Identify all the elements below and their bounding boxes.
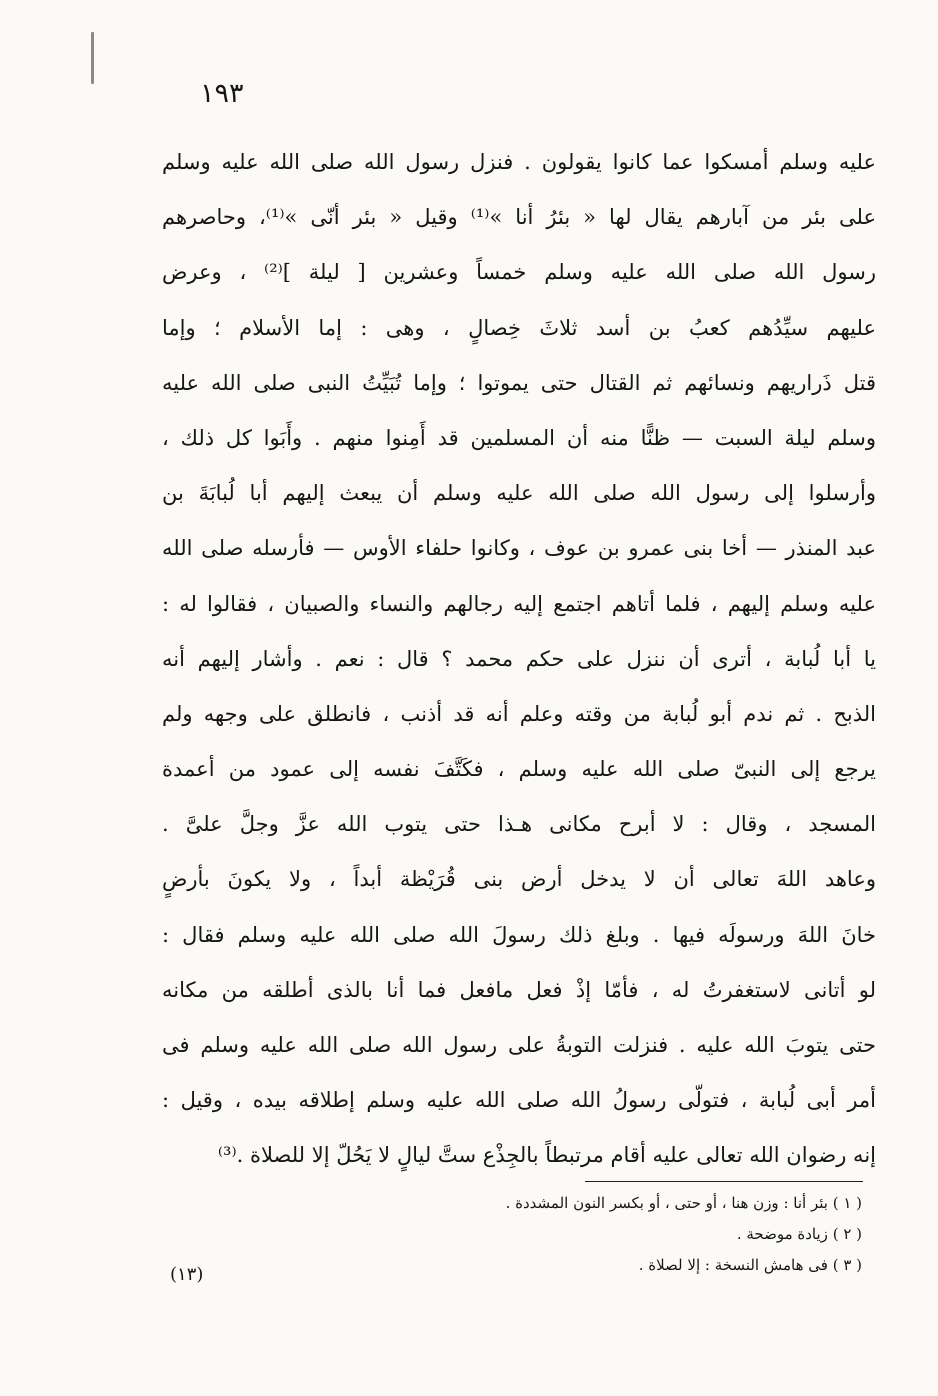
text-line: لو أتانى لاستغفرتُ له ، فأمّا إذْ فعل مافعل فما أنا بالذى أطلقه من مكانه	[162, 977, 876, 1002]
text-line: وسلم ليلة السبت — ظنًّا منه أن المسلمين قد أَمِنوا منهم . وأَبَوا كل ذلك ،	[162, 425, 876, 450]
text-line: الذبح . ثم ندم أبو لُبابة من وقته وعلم أنه قد أذنب ، فانطلق على وجهه ولم	[162, 701, 876, 726]
footnotes	[462, 1188, 862, 1281]
footnote: ( ٣ ) فى هامش النسخة : إلا لصلاة .	[638, 1256, 862, 1274]
footnote: ( ٢ ) زيادة موضحة .	[736, 1225, 862, 1243]
text-line: المسجد ، وقال : لا أبرح مكانى هـذا حتى يتوب الله عزَّ وجلَّ علىَّ .	[162, 812, 876, 837]
text-line: يا أبا لُبابة ، أترى أن ننزل على حكم محمد ؟ قال : نعم . وأشار إليهم أنه	[162, 646, 876, 671]
text-line: أمر أبى لُبابة ، فتولّى رسولُ الله صلى الله عليه وسلم إطلاقه بيده ، وقيل :	[162, 1088, 876, 1113]
text-line: عبد المنذر — أخا بنى عمرو بن عوف ، وكانوا حلفاء الأوس — فأرسله صلى الله	[162, 536, 876, 561]
footnote-rule	[585, 1181, 863, 1182]
footnote: ( ١ ) بئر أنا : وزن هنا ، أو حتى ، أو بكسر النون المشددة .	[505, 1194, 862, 1212]
text-line: خانَ اللهَ ورسولَه فيها . وبلغ ذلك رسولَ الله صلى الله عليه وسلم فقال :	[162, 922, 876, 947]
text-line: وأرسلوا إلى رسول الله صلى الله عليه وسلم أن يبعث إليهم أبا لُبابَةَ بن	[162, 481, 876, 506]
text-line: عليه وسلم أمسكوا عما كانوا يقولون . فنزل رسول الله صلى الله عليه وسلم	[162, 150, 876, 174]
text-line: قتل ذَراريهم ونسائهم ثم القتال حتى يموتوا ؛ وإما تُبَيِّتُ النبى صلى الله عليه	[162, 370, 876, 395]
text-line: رسول الله صلى الله عليه وسلم خمساً وعشرين [ ليلة ]⁽²⁾ ، وعرض	[162, 260, 876, 285]
text-line: على بئر من آبارهم يقال لها « بئرُ أنا »⁽¹⁾ وقيل « بئر أنّى »⁽¹⁾، وحاصرهم	[162, 205, 876, 230]
text-line: عليهم سيِّدُهم كعبُ بن أسد ثلاثَ خِصالٍ ، وهى : إما الأسلام ؛ وإما	[162, 315, 876, 340]
signature-mark: (١٣)	[170, 1264, 204, 1285]
main-text-block	[162, 135, 876, 1184]
text-line: وعاهد اللهَ تعالى أن لا يدخل أرض بنى قُرَيْظة أبداً ، ولا يكونَ بأرضٍ	[162, 867, 876, 892]
margin-mark	[91, 32, 94, 84]
text-line: عليه وسلم إليهم ، فلما أتاهم اجتمع إليه رجالهم والنساء والصبيان ، فقالوا له :	[162, 591, 876, 616]
text-line: حتى يتوبَ الله عليه . فنزلت التوبةُ على رسول الله صلى الله عليه وسلم فى	[162, 1033, 876, 1057]
page-number: ١٩٣	[200, 78, 244, 109]
text-line: إنه رضوان الله تعالى عليه أقام مرتبطاً بالجِذْع ستَّ ليالٍ لا يَحُلّ إلا للصلاة .⁽³⁾	[217, 1143, 876, 1168]
text-line: يرجع إلى النبىّ صلى الله عليه وسلم ، فكَتَّفَ نفسه إلى عمود من أعمدة	[162, 757, 876, 782]
